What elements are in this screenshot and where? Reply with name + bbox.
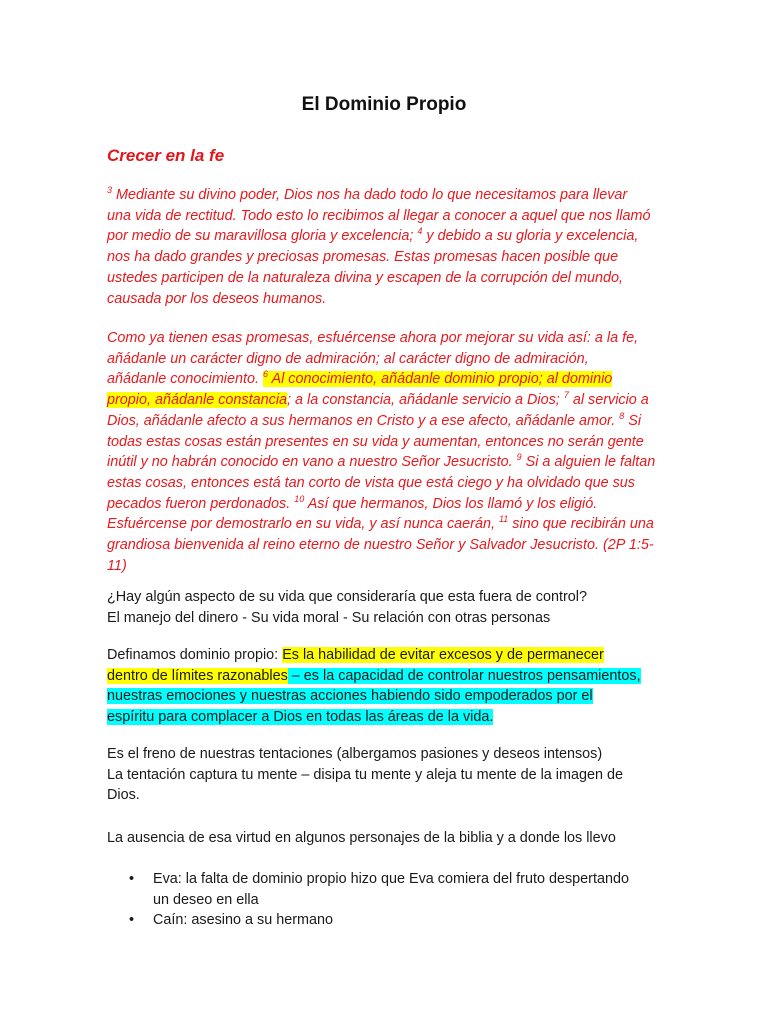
bullet-icon: • xyxy=(129,912,135,929)
scripture-passage-2 xyxy=(107,328,667,576)
question-line: ¿Hay algún aspecto de su vida que consideraría que esta fuera de control? xyxy=(107,589,587,605)
passage-line: nos ha dado grandes y preciosas promesas. Estas promesas hacen posible que xyxy=(107,249,619,266)
definition-paragraph xyxy=(107,645,667,728)
highlighted-text-cyan: – es la capacidad de controlar nuestros pensamientos, xyxy=(287,667,641,684)
passage-line: 11) xyxy=(107,557,127,574)
verse-number: 3 xyxy=(107,185,113,195)
temptation-paragraph xyxy=(107,744,667,806)
temptation-line: Es el freno de nuestras tentaciones (albergamos pasiones y deseos intensos) xyxy=(107,746,603,762)
verse-number: 11 xyxy=(498,514,509,525)
scripture-passage-1 xyxy=(107,185,667,309)
passage-line: $^3$ Mediante su divino poder, Dios nos ha dado todo lo que necesitamos para llevar xyxy=(107,185,628,203)
verse-number: 8 xyxy=(619,410,625,421)
list-item: • Caín: asesino a su hermano xyxy=(107,910,667,931)
highlighted-text: propio, añádanle constancia xyxy=(107,392,288,409)
passage-line: añádanle conocimiento. $^6$ Al conocimiento, añádanle dominio propio; al dominio xyxy=(107,369,613,388)
passage-line: Como ya tienen esas promesas, esfuércense ahora por mejorar su vida así: a la fe, xyxy=(107,330,639,346)
passage-line: causada por los deseos humanos. xyxy=(107,290,327,307)
passage-line: estas cosas, entonces está tan corto de vista que está ciego y ha olvidado que sus xyxy=(107,474,635,491)
passage-line: Esfuércense por demostrarlo en su vida, y así nunca caerán, $^{11}$ sino que recibirán una xyxy=(107,514,654,533)
highlighted-text-cyan: espíritu para complacer a Dios en todas las áreas de la vida. xyxy=(107,709,494,726)
definition-line xyxy=(107,707,667,728)
passage-line: ustedes participen de la naturaleza divina y escapen de la corrupción del mundo, xyxy=(107,269,623,286)
bullet-list xyxy=(107,869,667,931)
temptation-line: La tentación captura tu mente – disipa tu mente y aleja tu mente de la imagen de xyxy=(107,766,623,783)
highlighted-text: $^6$ Al conocimiento, añádanle dominio propio; al dominio xyxy=(263,369,613,388)
verse-number: 6 xyxy=(263,369,269,380)
verse-number: 10 xyxy=(294,493,305,504)
passage-line: todas estas cosas están presentes en su vida y aumentan, entonces no serán gente xyxy=(107,433,644,450)
temptation-line: Dios. xyxy=(107,787,140,804)
passage-line: por medio de su maravillosa gloria y excelencia; $^4$ y debido a su gloria y excelencia, xyxy=(107,226,639,245)
section-subtitle: Crecer en la fe xyxy=(107,146,225,165)
bullet-icon: • xyxy=(129,871,135,887)
question-paragraph xyxy=(107,587,667,628)
verse-number: 9 xyxy=(516,452,522,463)
absence-paragraph: La ausencia de esa virtud en algunos personajes de la biblia y a donde los llevo xyxy=(107,830,616,846)
definition-line xyxy=(107,686,667,707)
passage-line: Dios, añádanle afecto a sus hermanos en Cristo y a ese afecto, añádanle amor. $^8$ Si xyxy=(107,410,642,429)
definition-line xyxy=(107,666,667,687)
passage-line: añádanle un carácter digno de admiración; al carácter digno de admiración, xyxy=(107,350,589,367)
passage-line: una vida de rectitud. Todo esto lo recibimos al llegar a conocer a aquel que nos llamó xyxy=(107,207,651,224)
highlighted-text: dentro de límites razonables xyxy=(107,667,288,684)
passage-line: pecados fueron perdonados. $^{10}$ Así que hermanos, Dios los llamó y los eligió. xyxy=(107,493,598,512)
passage-line: propio, añádanle constancia; a la constancia, añádanle servicio a Dios; $^7$ al servicio a xyxy=(107,390,649,409)
passage-line: grandiosa bienvenida al reino eterno de nuestro Señor y Salvador Jesucristo. (2P 1:5- xyxy=(107,537,654,554)
verse-number: 7 xyxy=(563,390,569,401)
page-title: El Dominio Propio xyxy=(301,94,467,115)
examples-line: El manejo del dinero - Su vida moral - Su relación con otras personas xyxy=(107,609,551,626)
verse-number: 4 xyxy=(417,226,423,237)
definition-line: Definamos dominio propio: Es la habilidad de evitar excesos y de permanecer xyxy=(107,647,604,663)
list-item: • Eva: la falta de dominio propio hizo que Eva comiera del fruto despertando un deseo en ella xyxy=(129,871,629,908)
passage-line: inútil y no habrán conocido en vano a nuestro Señor Jesucristo. $^9$ Si a alguien le faltan xyxy=(107,452,656,471)
highlighted-text-cyan: nuestras emociones y nuestras acciones habiendo sido empoderados por el xyxy=(107,688,593,705)
highlighted-text: Es la habilidad de evitar excesos y de permanecer xyxy=(282,647,604,663)
